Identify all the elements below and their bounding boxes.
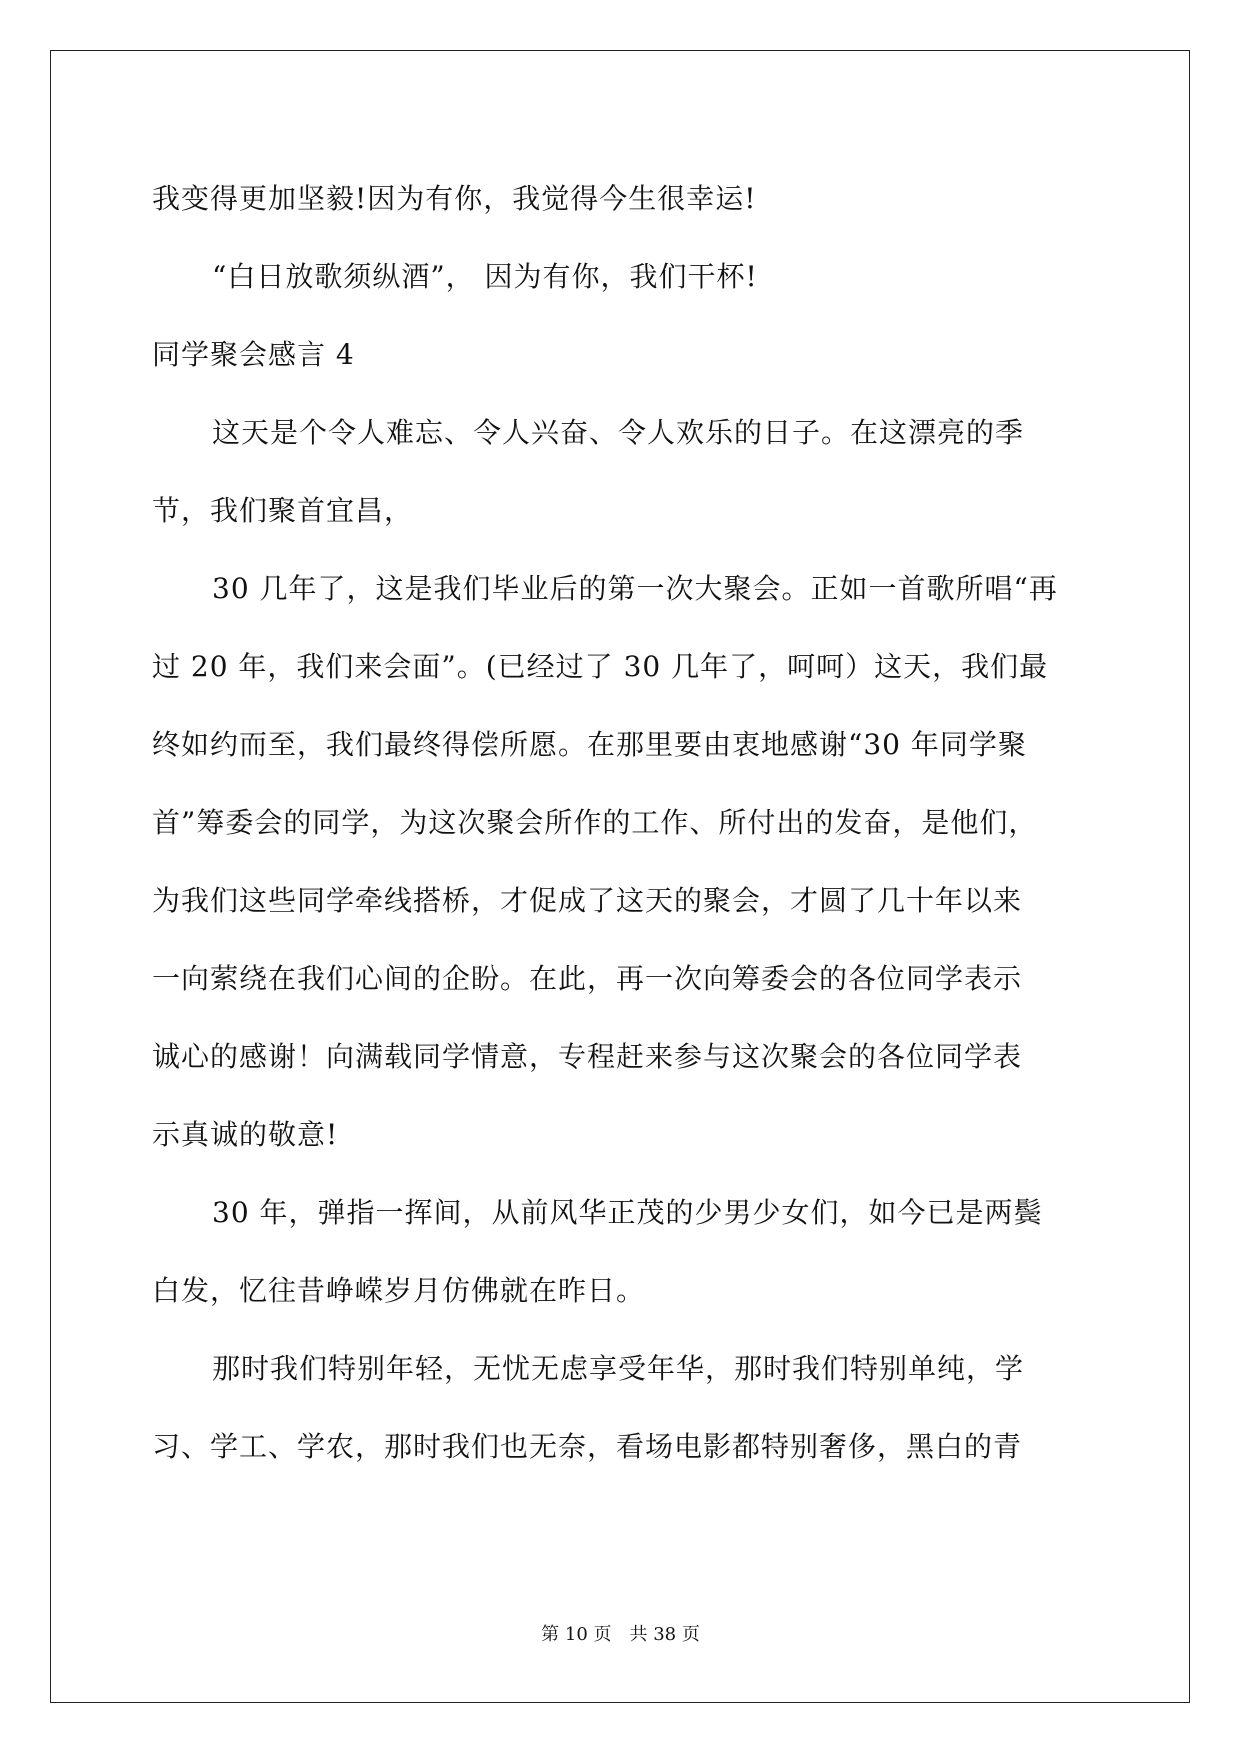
text-line: 首”筹委会的同学，为这次聚会所作的工作、所付出的发奋，是他们， <box>152 806 1038 839</box>
text-line: 那时我们特别年轻，无忧无虑享受年华，那时我们特别单纯，学 <box>212 1352 1025 1385</box>
text-line: 终如约而至，我们最终得偿所愿。在那里要由衷地感谢“30 年同学聚 <box>152 728 1027 761</box>
text-line: 30 年，弹指一挥间，从前风华正茂的少男少女们，如今已是两鬓 <box>212 1196 1043 1229</box>
text-line: 这天是个令人难忘、令人兴奋、令人欢乐的日子。在这漂亮的季 <box>212 416 1025 449</box>
text-line: 示真诚的敬意! <box>152 1118 339 1151</box>
text-line: 30 几年了，这是我们毕业后的第一次大聚会。正如一首歌所唱“再 <box>212 572 1058 605</box>
text-line: 一向萦绕在我们心间的企盼。在此，再一次向筹委会的各位同学表示 <box>152 962 1023 995</box>
text-line: 节，我们聚首宜昌， <box>152 494 414 527</box>
section-heading: 同学聚会感言 4 <box>152 338 355 371</box>
text-line: 习、学工、学农，那时我们也无奈，看场电影都特别奢侈，黑白的青 <box>152 1430 1023 1463</box>
text-line: 为我们这些同学牵线搭桥，才促成了这天的聚会，才圆了几十年以来 <box>152 884 1023 917</box>
text-line: 我变得更加坚毅!因为有你，我觉得今生很幸运! <box>152 182 757 215</box>
text-line: “白日放歌须纵酒”， 因为有你，我们干杯! <box>212 260 758 293</box>
text-line: 过 20 年，我们来会面”。(已经过了 30 几年了，呵呵）这天，我们最 <box>152 650 1049 683</box>
page-footer: 第 10 页 共 38 页 <box>541 1624 700 1645</box>
text-line: 白发，忆往昔峥嵘岁月仿佛就在昨日。 <box>152 1274 646 1307</box>
text-line: 诚心的感谢！向满载同学情意，专程赶来参与这次聚会的各位同学表 <box>152 1040 1023 1073</box>
document-body <box>152 160 1087 1486</box>
